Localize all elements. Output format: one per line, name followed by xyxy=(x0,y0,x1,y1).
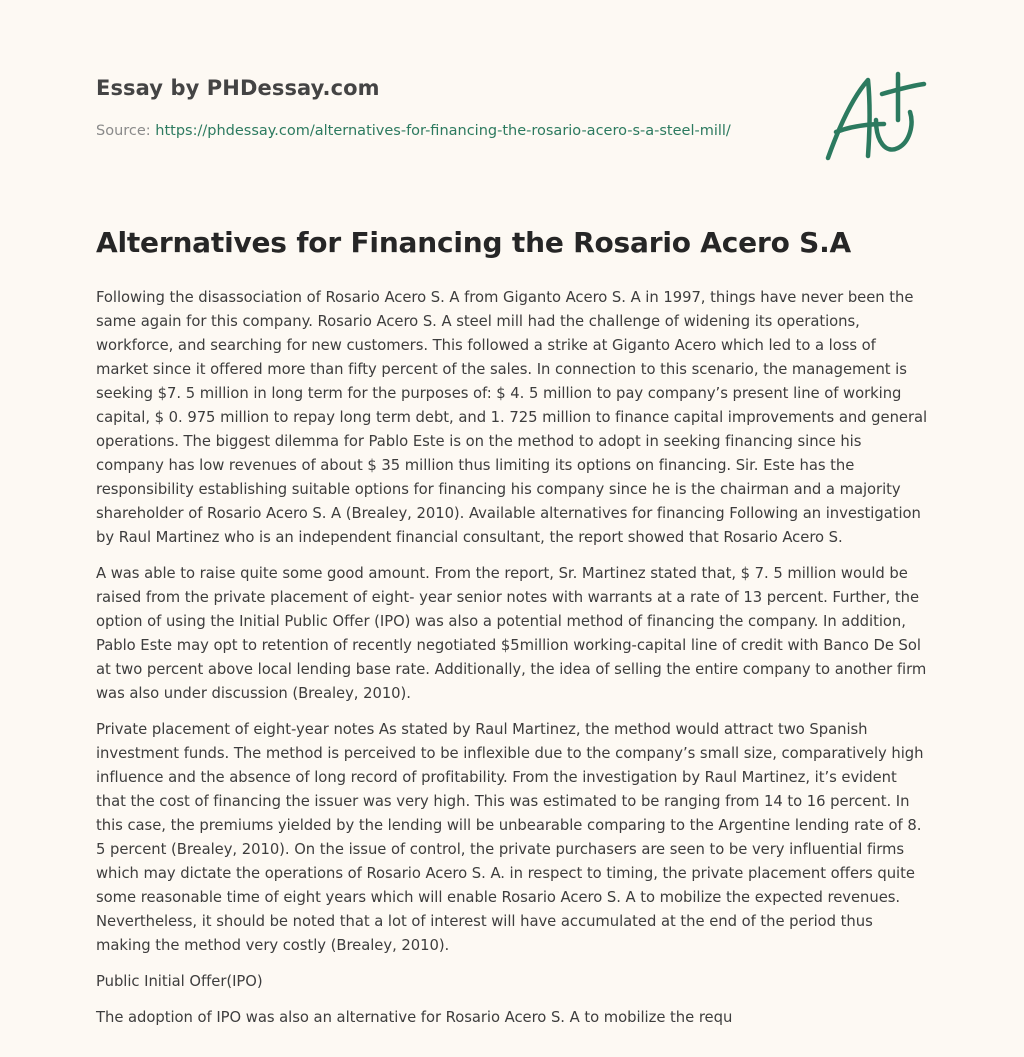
site-title: Essay by PHDessay.com xyxy=(96,76,380,100)
paragraph: Following the disassociation of Rosario Acero S. A from Giganto Acero S. A in 1997, things have never been the same again for this company. Rosario Acero S. A steel mill had the challenge of widening its operations, workforce, and searching for new customers. This followed a strike at Giganto Acero which led to a loss of market since it offered more than fifty percent of the sales. In connection to this scenario, the management is seeking $7. 5 million in long term for the purposes of: $ 4. 5 million to pay company’s present line of working capital, $ 0. 975 million to repay long term debt, and 1. 725 million to finance capital improvements and general operations. The biggest dilemma for Pablo Este is on the method to adopt in seeking financing since his company has low revenues of about $ 35 million thus limiting its options on financing. Sir. Este has the responsibility establishing suitable options for financing his company since he is the chairman and a majority shareholder of Rosario Acero S. A (Brealey, 2010). Available alternatives for financing Following an investigation by Raul Martinez who is an independent financial consultant, the report showed that Rosario Acero S. xyxy=(96,289,928,546)
source-link[interactable]: https://phdessay.com/alternatives-for-financing-the-rosario-acero-s-a-steel-mill/ xyxy=(155,123,731,139)
paragraph: The adoption of IPO was also an alternative for Rosario Acero S. A to mobilize the requ xyxy=(96,1009,733,1026)
source-label: Source: xyxy=(96,123,156,139)
article-body xyxy=(96,286,930,1042)
section-heading: Public Initial Offer(IPO) xyxy=(96,973,263,990)
site-header xyxy=(96,0,928,200)
page-title: Alternatives for Financing the Rosario Acero S.A xyxy=(96,226,852,259)
a-plus-logo-icon xyxy=(824,68,928,164)
paragraph: Private placement of eight-year notes As stated by Raul Martinez, the method would attract two Spanish investment funds. The method is perceived to be inflexible due to the company’s small size, comparatively high influence and the absence of long record of profitability. From the investigation by Raul Martinez, it’s evident that the cost of financing the issuer was very high. This was estimated to be ranging from 14 to 16 percent. In this case, the premiums yielded by the lending will be unbearable comparing to the Argentine lending rate of 8. 5 percent (Brealey, 2010). On the issue of control, the private purchasers are seen to be very influential firms which may dictate the operations of Rosario Acero S. A. in respect to timing, the private placement offers quite some reasonable time of eight years which will enable Rosario Acero S. A to mobilize the expected revenues. Nevertheless, it should be noted that a lot of interest will have accumulated at the end of the period thus making the method very costly (Brealey, 2010). xyxy=(96,721,924,954)
paragraph: A was able to raise quite some good amount. From the report, Sr. Martinez stated that, $ 7. 5 million would be raised from the private placement of eight- year senior notes with warrants at a rate of 13 percent. Further, the option of using the Initial Public Offer (IPO) was also a potential method of financing the company. In addition, Pablo Este may opt to retention of recently negotiated $5million working-capital line of credit with Banco De Sol at two percent above local lending base rate. Additionally, the idea of selling the entire company to another firm was also under discussion (Brealey, 2010). xyxy=(96,565,927,702)
source-line xyxy=(96,123,731,139)
